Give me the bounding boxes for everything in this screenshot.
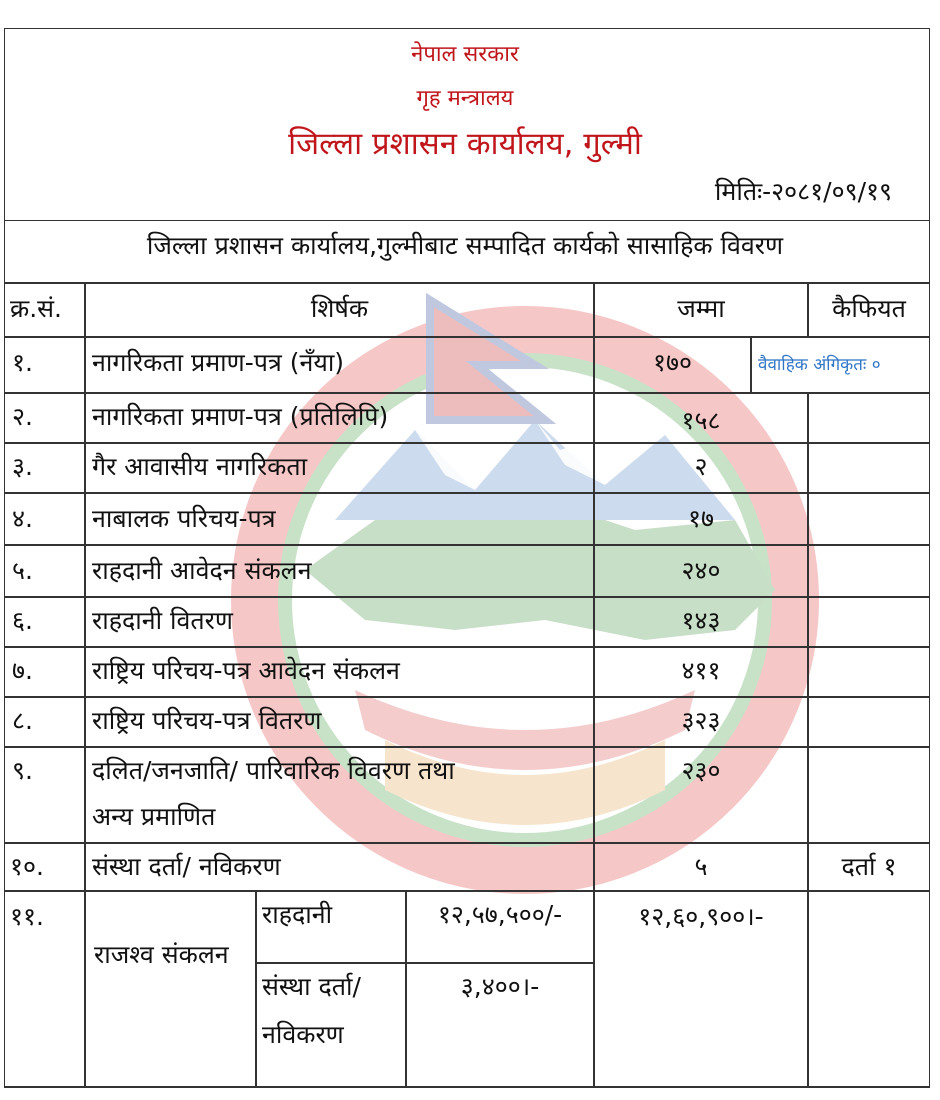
row-9-subject-line2: अन्य प्रमाणित	[92, 802, 216, 831]
row-8-total: ३२३	[681, 706, 721, 735]
row-1-remarks: वैवाहिक अंगिकृतः ०	[758, 355, 881, 375]
row-10-subject: संस्था दर्ता/ नविकरण	[92, 852, 281, 881]
revenue-org-label-line2: नविकरण	[262, 1020, 344, 1049]
row-9-total: २३०	[681, 756, 721, 785]
row-5-total: २४०	[681, 556, 721, 585]
office-name: जिल्ला प्रशासन कार्यालय, गुल्मी	[288, 126, 642, 162]
row-9-subject-line1: दलित/जनजाति/ पारिवारिक विवरण तथा	[92, 756, 455, 785]
row-7-sn: ७.	[12, 656, 33, 685]
row-3-subject: गैर आवासीय नागरिकता	[92, 452, 308, 481]
row-5-subject: राहदानी आवेदन संकलन	[92, 556, 312, 585]
revenue-org-amount: ३,४००।-	[460, 972, 540, 1001]
revenue-passport-amount: १२,५७,५००/-	[437, 900, 563, 929]
revenue-org-label-line1: संस्था दर्ता/	[262, 972, 361, 1001]
row-6-sn: ६.	[12, 606, 33, 635]
row-11-sn: ११.	[10, 902, 44, 931]
row-3-total: २	[694, 452, 708, 481]
document-date: मितिः-२०८१/०९/१९	[714, 177, 892, 206]
ministry-name: गृह मन्त्रालय	[416, 86, 514, 111]
row-2-sn: २.	[12, 402, 33, 431]
row-8-subject: राष्ट्रिय परिचय-पत्र वितरण	[92, 706, 322, 735]
row-1-subject: नागरिकता प्रमाण-पत्र (नँया)	[92, 348, 345, 377]
row-4-subject: नाबालक परिचय-पत्र	[92, 504, 276, 533]
row-7-total: ४११	[681, 656, 721, 685]
row-10-sn: १०.	[10, 852, 44, 881]
row-10-total: ५	[694, 852, 708, 881]
row-5-sn: ५.	[12, 556, 33, 585]
row-1-sn: १.	[12, 348, 33, 377]
row-6-subject: राहदानी वितरण	[92, 606, 233, 635]
report-title: जिल्ला प्रशासन कार्यालय,गुल्मीबाट सम्पादित कार्यको सासाहिक विवरण	[146, 231, 784, 260]
row-2-total: १५८	[681, 406, 721, 435]
column-header-subject: शिर्षक	[310, 294, 369, 323]
revenue-label: राजश्व संकलन	[94, 940, 229, 969]
row-1-total: १७०	[652, 348, 692, 377]
column-header-total: जम्मा	[677, 294, 725, 323]
row-4-sn: ४.	[12, 504, 33, 533]
revenue-total: १२,६०,९००।-	[638, 902, 764, 931]
row-10-remarks: दर्ता १	[841, 852, 897, 881]
revenue-passport-label: राहदानी	[262, 900, 333, 929]
row-7-subject: राष्ट्रिय परिचय-पत्र आवेदन संकलन	[92, 656, 400, 685]
row-3-sn: ३.	[12, 452, 33, 481]
row-9-sn: ९.	[12, 756, 33, 785]
row-6-total: १४३	[681, 606, 721, 635]
row-4-total: १७	[687, 504, 714, 533]
column-header-sn: क्र.सं.	[10, 294, 62, 323]
column-header-remarks: कैफियत	[832, 294, 906, 323]
row-8-sn: ८.	[12, 706, 33, 735]
row-2-subject: नागरिकता प्रमाण-पत्र (प्रतिलिपि)	[92, 402, 389, 431]
government-name: नेपाल सरकार	[411, 42, 519, 67]
